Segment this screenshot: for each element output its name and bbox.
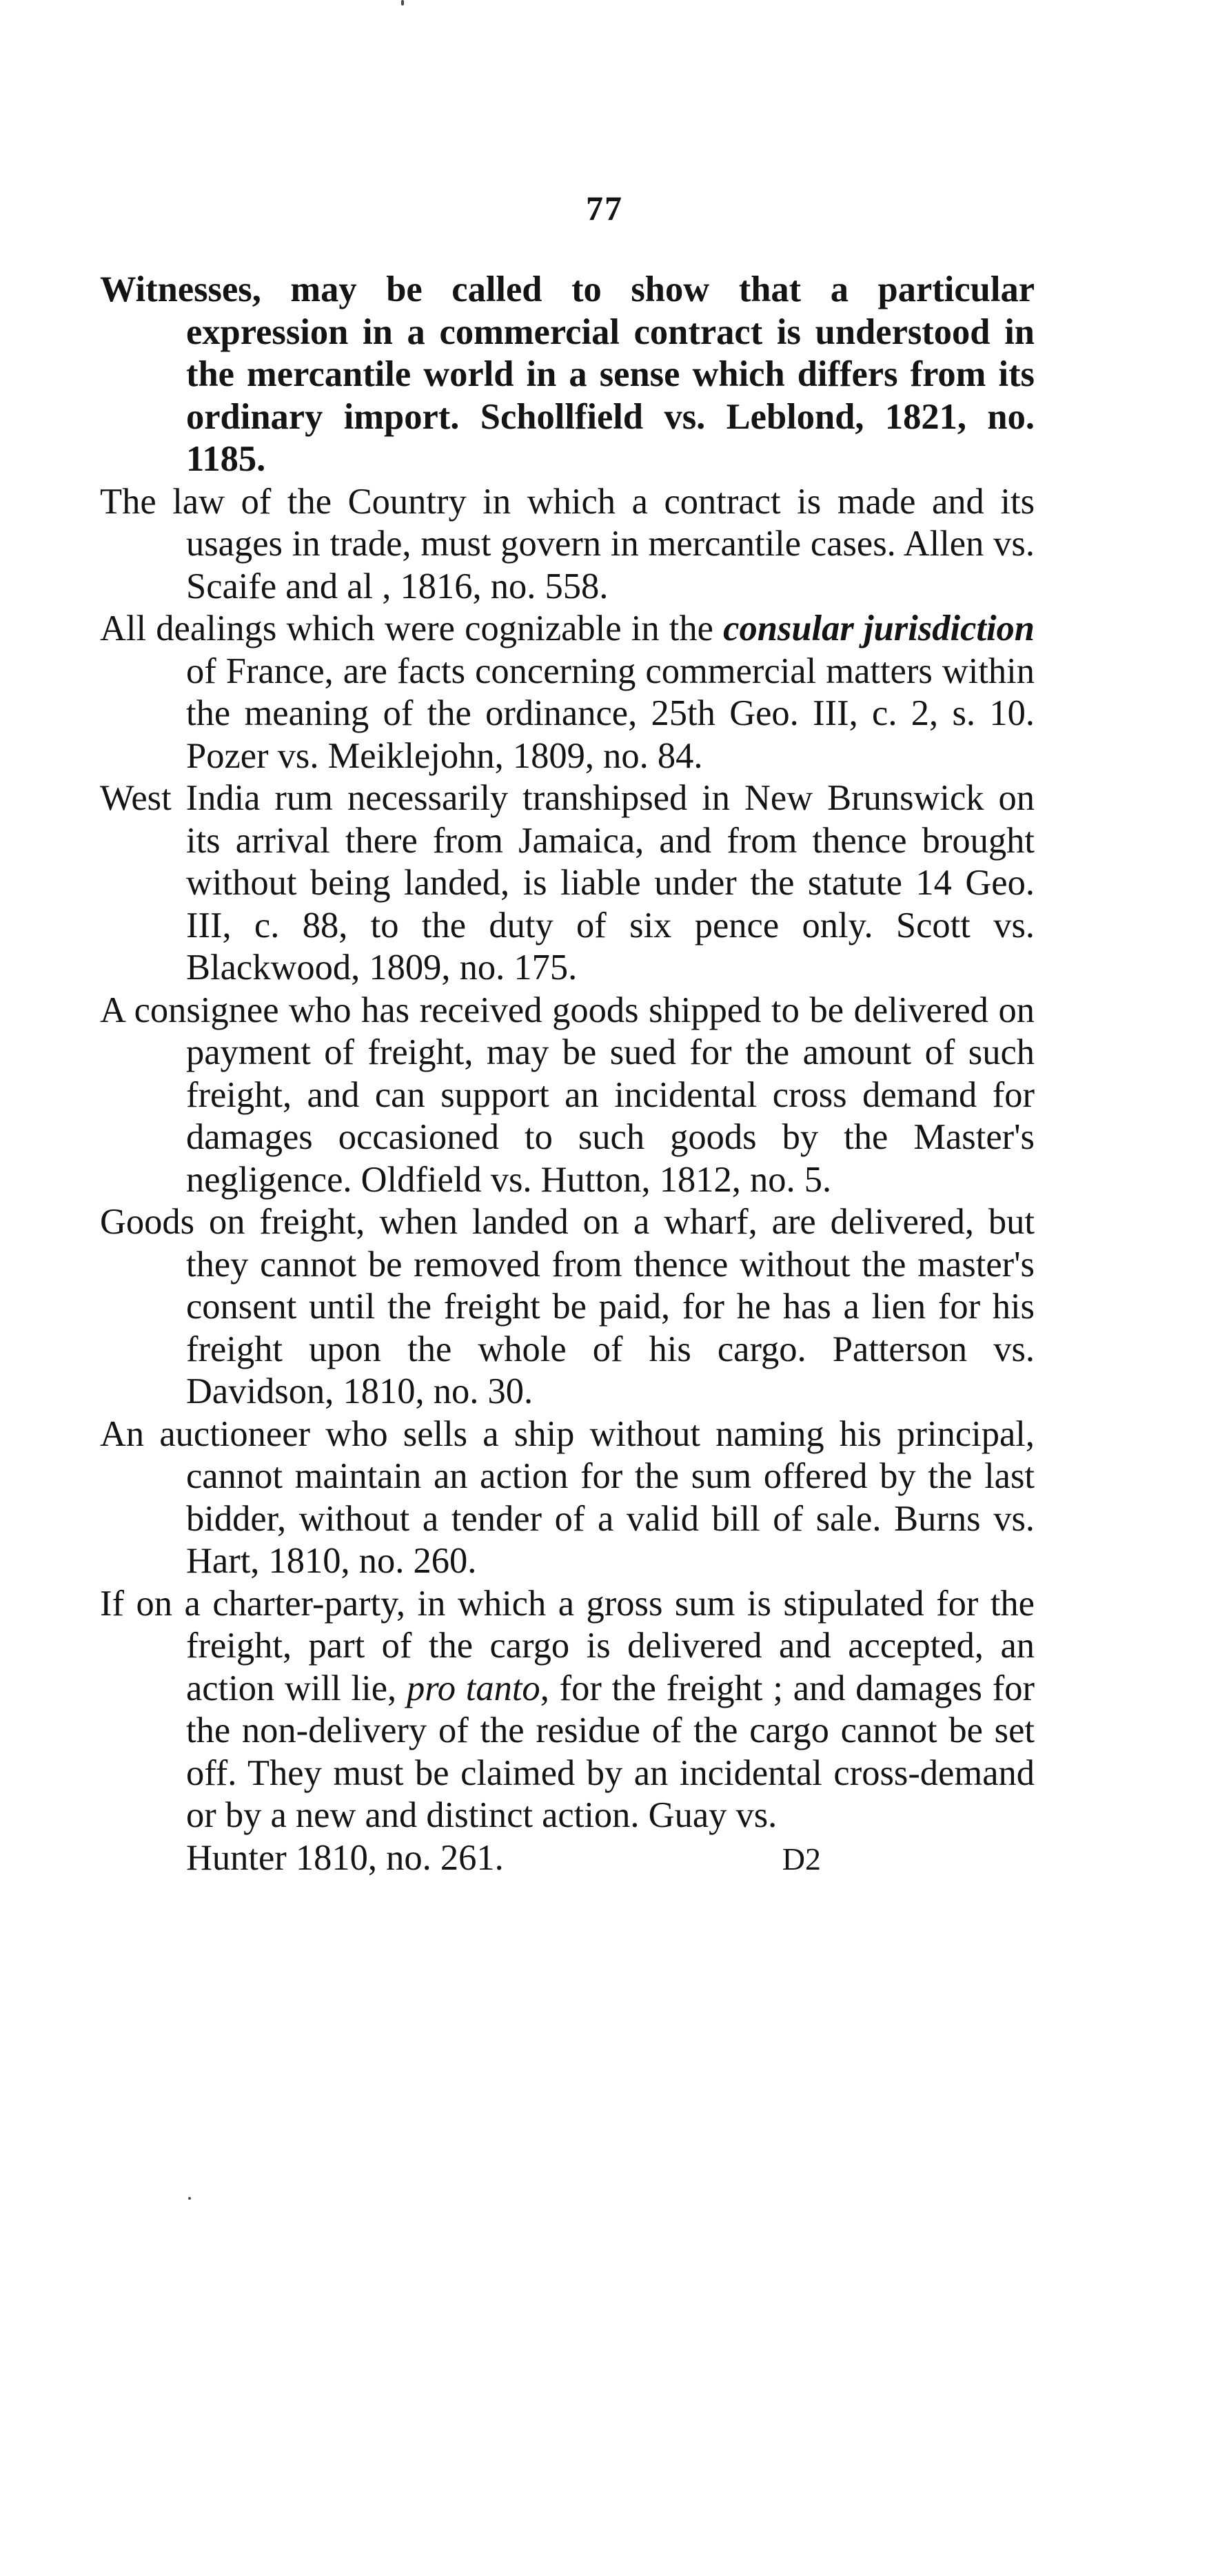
entry-charter-rest: , for the freight ; and damages for the non-delivery of the residue of the cargo cannot be set off. They must be claimed by an incidental cross-demand or by a new and distinct action. Guay vs. <box>186 1668 1035 1835</box>
entry-consular-italic: consular jurisdiction <box>723 609 1035 648</box>
entry-witnesses: Witnesses, may be called to show that a particular expression in a commercial contract is understood in the mercantile world in a sense which differs from its ordinary import. Schollfield vs. Leblond, 1821, no. 1185. <box>100 269 1035 479</box>
entry-consular-rest: of France, are facts concerning commercial matters within the meaning of the ordinance, 25th Geo. III, c. 2, s. 10. Pozer vs. Meiklejohn, 1809, no. 84. <box>186 651 1035 776</box>
entry-west-india-rum: West India rum necessarily transhipsed in New Brunswick on its arrival there from Jamaica, and from thence brought without being landed, is liable under the statute 14 Geo. III, c. 88, to the duty of six pence only. Scott vs. Blackwood, 1809, no. 175. <box>100 778 1035 988</box>
entry-law-of-country: The law of the Country in which a contract is made and its usages in trade, must govern in mercantile cases. Allen vs. Scaife and al , 1816, no. 558. <box>100 481 1035 606</box>
entry-consular-jurisdiction <box>100 608 1035 777</box>
entry-charter-final-line <box>100 1837 1035 1881</box>
entry-goods-on-freight: Goods on freight, when landed on a wharf, are delivered, but they cannot be removed from thence without the master's consent until the freight be paid, for he has a lien for his freight upon the whole of his cargo. Patterson vs. Davidson, 1810, no. 30. <box>100 1202 1035 1411</box>
signature-mark: D2 <box>782 1841 821 1877</box>
entry-auctioneer: An auctioneer who sells a ship without naming his principal, cannot maintain an action for the sum offered by the last bidder, without a tender of a valid bill of sale. Burns vs. Hart, 1810, no. 260. <box>100 1413 1035 1581</box>
entry-charter-italic: pro tanto <box>406 1668 540 1708</box>
page-body <box>100 269 1035 1880</box>
entry-charter-party <box>100 1583 1035 1837</box>
bottom-margin-mark <box>188 2197 191 2200</box>
entry-consular-lead: All dealings which were cognizable in the <box>100 609 724 648</box>
entry-consignee: A consignee who has received goods shipped to be delivered on payment of freight, may be sued for the amount of such freight, and can support an incidental cross demand for damages occasioned to such goods by the Master's negligence. Oldfield vs. Hutton, 1812, no. 5. <box>100 990 1035 1200</box>
page-number: 77 <box>586 189 623 227</box>
entry-charter-last-line: Hunter 1810, no. 261. <box>186 1837 504 1878</box>
top-margin-mark <box>401 0 404 6</box>
entry-charter-lead: If on a charter-party, in which a gross sum is stipulated for the freight, part of the cargo is delivered and accepted, an action will lie, <box>100 1583 1035 1708</box>
